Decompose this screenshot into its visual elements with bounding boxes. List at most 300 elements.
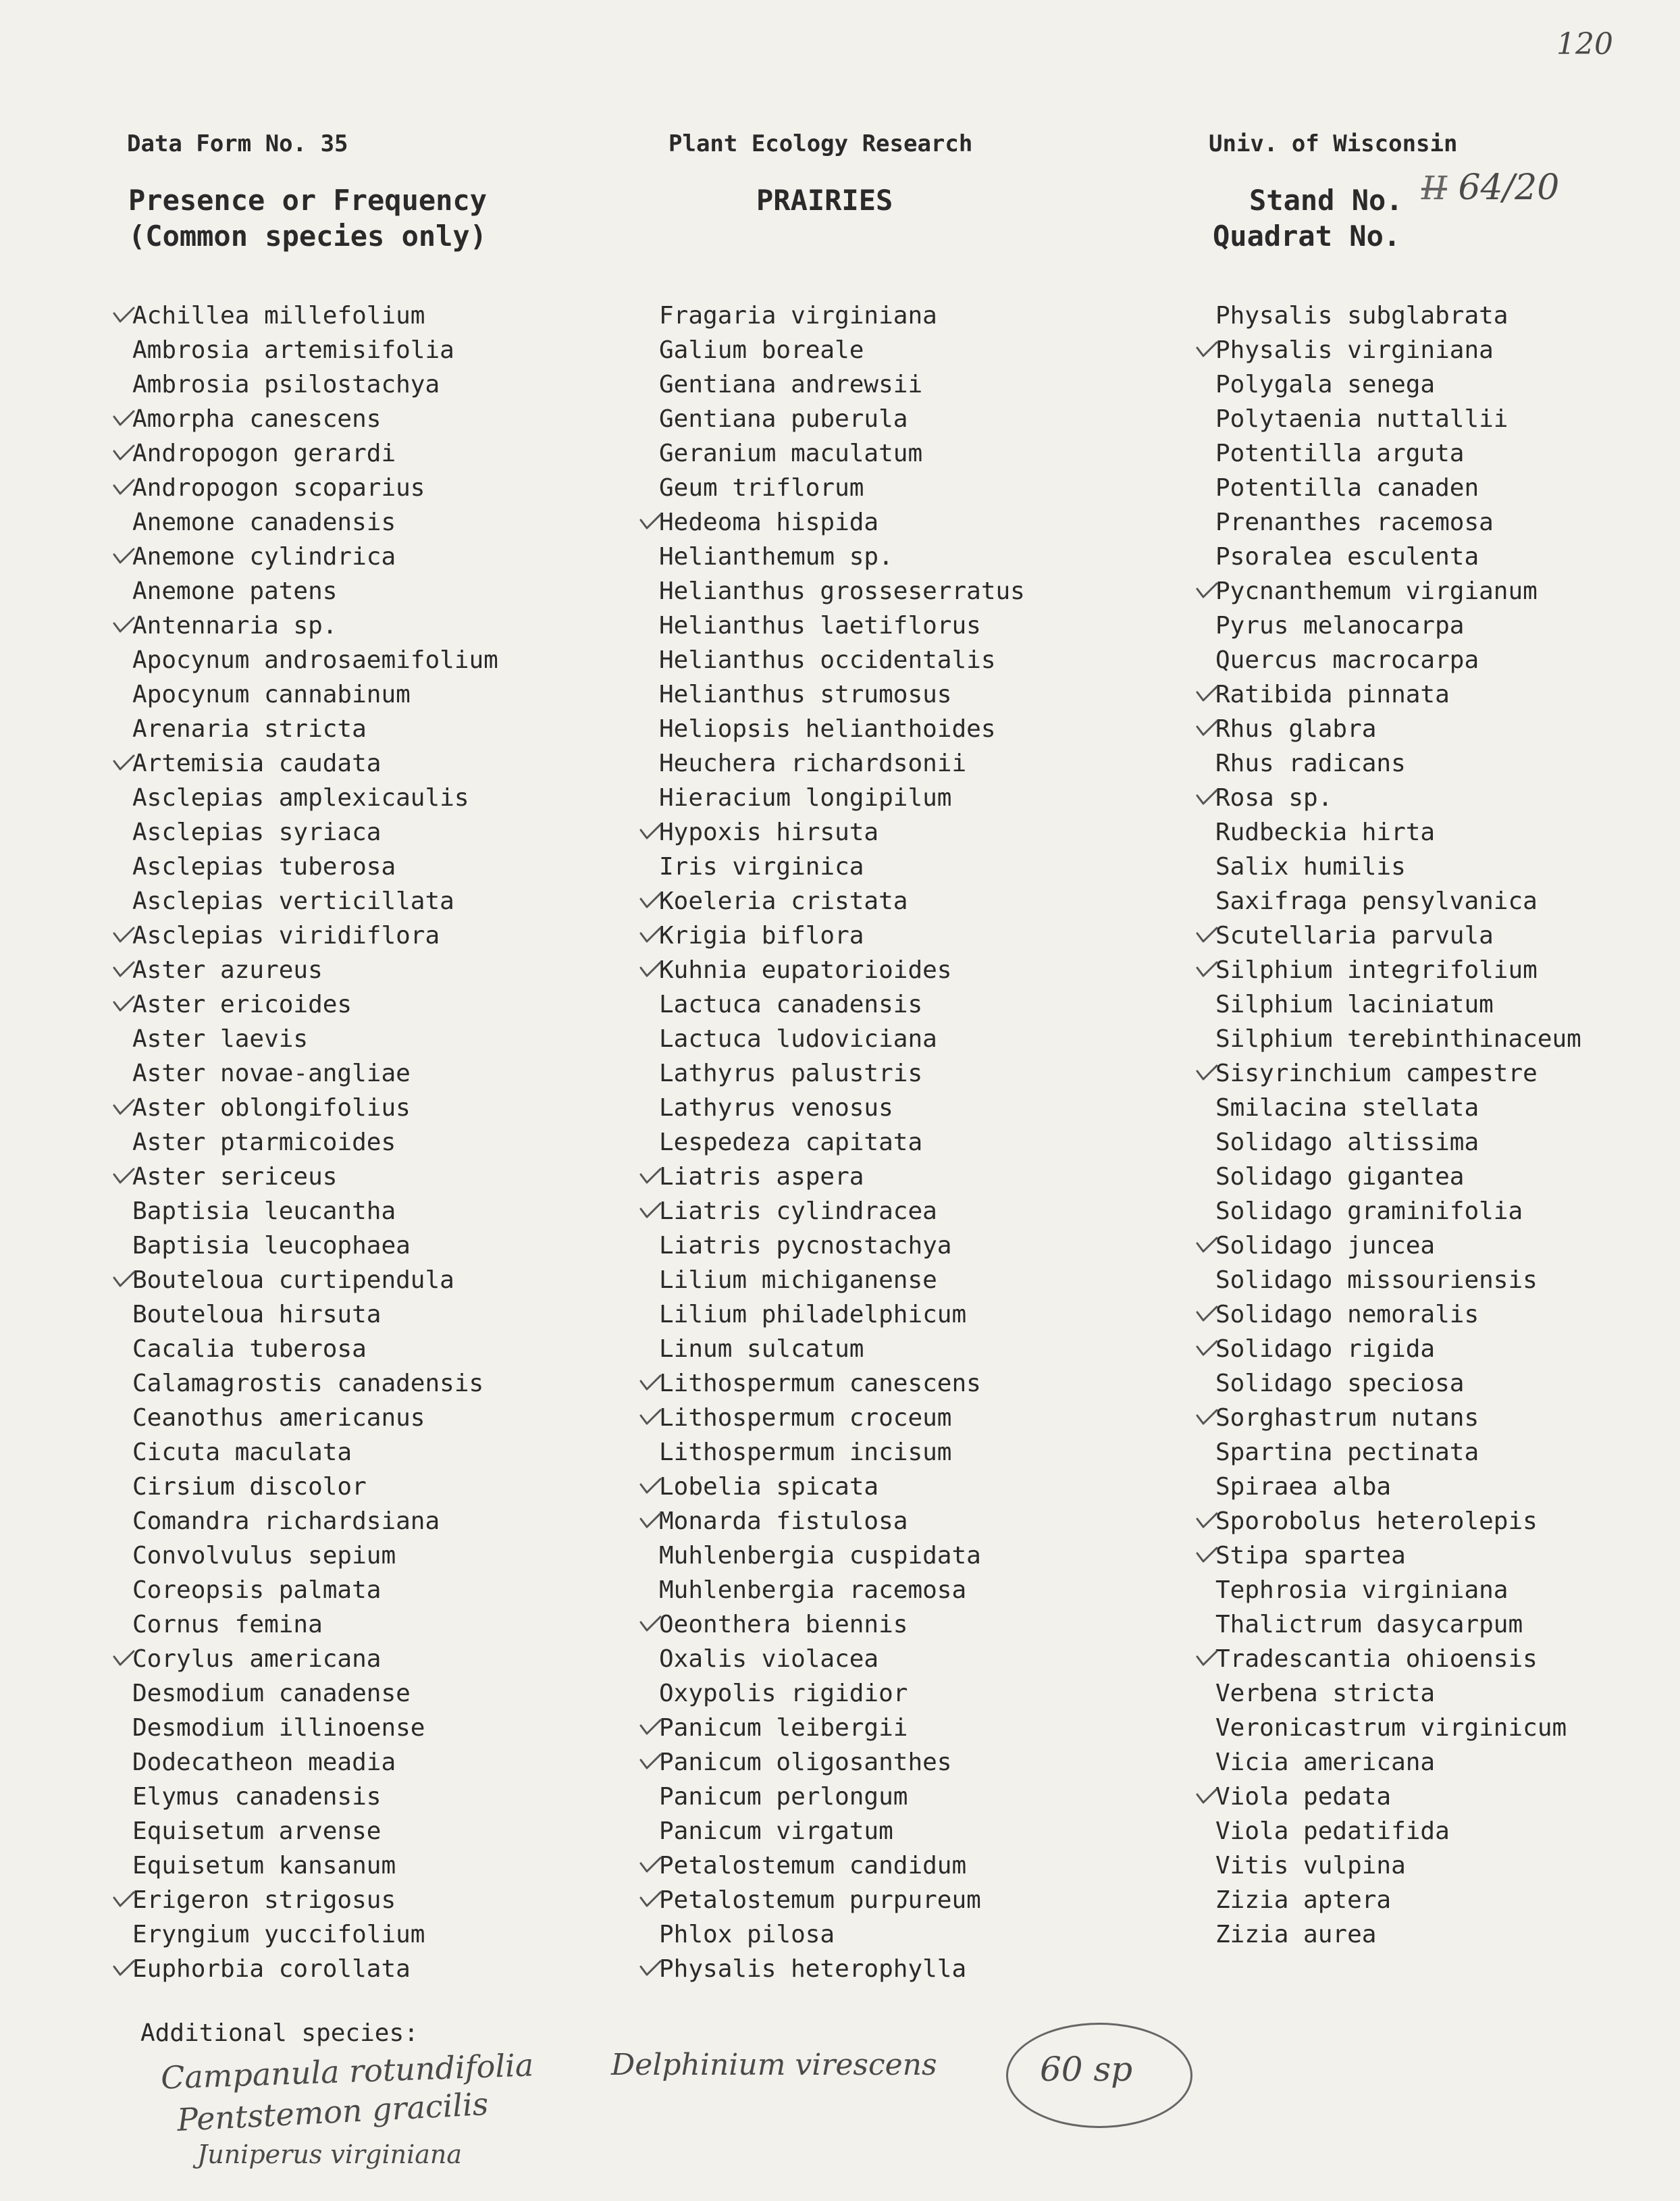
- species-name: Antennaria sp.: [132, 612, 338, 640]
- species-name: Dodecatheon meadia: [132, 1749, 396, 1776]
- species-name: Aster novae-angliae: [132, 1060, 411, 1087]
- species-name: Coreopsis palmata: [132, 1576, 382, 1604]
- species-row: [659, 815, 1025, 850]
- species-row: [132, 1228, 498, 1263]
- species-name: Rosa sp.: [1215, 784, 1333, 812]
- species-name: Tephrosia virginiana: [1215, 1576, 1508, 1604]
- checkmark-icon: [639, 505, 662, 540]
- species-row: [659, 1470, 1025, 1504]
- species-row: [1215, 712, 1581, 746]
- species-name: Sorghastrum nutans: [1215, 1404, 1479, 1432]
- species-name: Aster laevis: [132, 1025, 309, 1053]
- species-row: [132, 1435, 498, 1470]
- species-name: Asclepias amplexicaulis: [132, 784, 469, 812]
- species-row: [659, 574, 1025, 608]
- species-row: [659, 1263, 1025, 1297]
- species-row: [659, 712, 1025, 746]
- checkmark-icon: [1195, 1504, 1218, 1538]
- species-row: [1215, 1607, 1581, 1642]
- species-name: Veronicastrum virginicum: [1215, 1714, 1567, 1742]
- species-name: Solidago gigantea: [1215, 1163, 1465, 1191]
- species-name: Convolvulus sepium: [132, 1542, 396, 1570]
- species-name: Comandra richardsiana: [132, 1507, 440, 1535]
- species-name: Cornus femina: [132, 1611, 323, 1638]
- species-name: Helianthus strumosus: [659, 681, 952, 708]
- species-name: Heuchera richardsonii: [659, 750, 967, 777]
- species-row: [1215, 1470, 1581, 1504]
- species-name: Viola pedatifida: [1215, 1817, 1450, 1845]
- species-row: [132, 540, 498, 574]
- species-column-3: [1215, 299, 1581, 1952]
- species-name: Lilium philadelphicum: [659, 1301, 967, 1328]
- species-row: [659, 402, 1025, 436]
- species-row: [1215, 987, 1581, 1022]
- species-name: Arenaria stricta: [132, 715, 367, 743]
- species-row: [659, 953, 1025, 987]
- species-name: Vicia americana: [1215, 1749, 1436, 1776]
- species-name: Helianthus occidentalis: [659, 646, 996, 674]
- species-name: Lobelia spicata: [659, 1473, 879, 1501]
- species-row: [132, 1091, 498, 1125]
- species-name: Ceanothus americanus: [132, 1404, 425, 1432]
- species-row: [132, 1573, 498, 1607]
- species-row: [132, 367, 498, 402]
- checkmark-icon: [639, 1745, 662, 1780]
- species-name: Liatris pycnostachya: [659, 1232, 952, 1260]
- species-name: Corylus americana: [132, 1645, 382, 1673]
- species-row: [132, 299, 498, 333]
- checkmark-icon: [112, 436, 135, 471]
- species-row: [1215, 1228, 1581, 1263]
- species-name: Koeleria cristata: [659, 887, 908, 915]
- species-name: Geranium maculatum: [659, 440, 923, 467]
- species-row: [132, 1607, 498, 1642]
- species-name: Muhlenbergia cuspidata: [659, 1542, 981, 1570]
- species-name: Solidago rigida: [1215, 1335, 1436, 1363]
- checkmark-icon: [639, 1470, 662, 1504]
- species-column-1: [132, 299, 498, 1986]
- species-name: Stipa spartea: [1215, 1542, 1406, 1570]
- species-row: [1215, 1263, 1581, 1297]
- species-row: [1215, 1745, 1581, 1780]
- species-name: Oxalis violacea: [659, 1645, 879, 1673]
- species-row: [1215, 1125, 1581, 1160]
- species-name: Physalis virginiana: [1215, 336, 1494, 364]
- checkmark-icon: [112, 1091, 135, 1125]
- species-name: Spartina pectinata: [1215, 1439, 1479, 1466]
- checkmark-icon: [1195, 1332, 1218, 1366]
- species-row: [1215, 815, 1581, 850]
- species-name: Liatris cylindracea: [659, 1197, 937, 1225]
- species-row: [132, 781, 498, 815]
- species-name: Iris virginica: [659, 853, 864, 881]
- species-name: Asclepias viridiflora: [132, 922, 440, 950]
- species-name: Andropogon gerardi: [132, 440, 396, 467]
- handwritten-species-3: Juniperus virginiana: [197, 2140, 463, 2169]
- species-row: [659, 781, 1025, 815]
- checkmark-icon: [1195, 1538, 1218, 1573]
- species-row: [132, 1470, 498, 1504]
- species-name: Panicum virgatum: [659, 1817, 893, 1845]
- species-row: [659, 1504, 1025, 1538]
- checkmark-icon: [112, 540, 135, 574]
- species-row: [659, 1194, 1025, 1228]
- species-name: Asclepias syriaca: [132, 819, 382, 846]
- species-row: [132, 1538, 498, 1573]
- species-name: Muhlenbergia racemosa: [659, 1576, 967, 1604]
- checkmark-icon: [639, 1711, 662, 1745]
- species-row: [1215, 1504, 1581, 1538]
- species-row: [1215, 471, 1581, 505]
- species-name: Sporobolus heterolepis: [1215, 1507, 1538, 1535]
- species-row: [1215, 574, 1581, 608]
- species-name: Ambrosia artemisifolia: [132, 336, 454, 364]
- species-row: [659, 1228, 1025, 1263]
- species-name: Quercus macrocarpa: [1215, 646, 1479, 674]
- species-row: [132, 1263, 498, 1297]
- species-row: [1215, 608, 1581, 643]
- species-row: [132, 1676, 498, 1711]
- species-name: Gentiana puberula: [659, 405, 908, 433]
- species-row: [1215, 1538, 1581, 1573]
- species-name: Galium boreale: [659, 336, 864, 364]
- species-row: [132, 953, 498, 987]
- species-name: Salix humilis: [1215, 853, 1406, 881]
- checkmark-icon: [639, 1848, 662, 1883]
- species-name: Aster ptarmicoides: [132, 1129, 396, 1156]
- species-name: Oeonthera biennis: [659, 1611, 908, 1638]
- checkmark-icon: [1195, 333, 1218, 367]
- species-row: [1215, 1883, 1581, 1917]
- species-name: Solidago graminifolia: [1215, 1197, 1523, 1225]
- checkmark-icon: [112, 746, 135, 781]
- species-row: [1215, 1676, 1581, 1711]
- species-row: [132, 608, 498, 643]
- species-name: Gentiana andrewsii: [659, 371, 923, 398]
- species-name: Erigeron strigosus: [132, 1886, 396, 1914]
- species-row: [659, 1022, 1025, 1056]
- species-name: Asclepias verticillata: [132, 887, 454, 915]
- common-species-subtitle: (Common species only): [128, 219, 488, 253]
- species-row: [1215, 505, 1581, 540]
- species-row: [132, 850, 498, 884]
- handwritten-species-2: Pentstemon gracilis: [176, 2085, 490, 2139]
- species-row: [132, 1780, 498, 1814]
- species-name: Tradescantia ohioensis: [1215, 1645, 1538, 1673]
- species-name: Helianthus laetiflorus: [659, 612, 981, 640]
- checkmark-icon: [1195, 918, 1218, 953]
- species-name: Achillea millefolium: [132, 302, 425, 330]
- species-name: Polytaenia nuttallii: [1215, 405, 1508, 433]
- checkmark-icon: [1195, 781, 1218, 815]
- species-name: Thalictrum dasycarpum: [1215, 1611, 1523, 1638]
- species-row: [132, 1125, 498, 1160]
- checkmark-icon: [1195, 677, 1218, 712]
- species-row: [132, 1883, 498, 1917]
- species-name: Anemone canadensis: [132, 509, 396, 536]
- species-row: [1215, 1332, 1581, 1366]
- species-row: [659, 367, 1025, 402]
- species-row: [1215, 1366, 1581, 1401]
- species-row: [659, 677, 1025, 712]
- form-number: Data Form No. 35: [127, 130, 348, 157]
- species-row: [132, 712, 498, 746]
- species-row: [659, 1297, 1025, 1332]
- species-name: Lactuca canadensis: [659, 991, 923, 1018]
- species-row: [132, 1194, 498, 1228]
- species-name: Potentilla arguta: [1215, 440, 1465, 467]
- species-row: [659, 1091, 1025, 1125]
- checkmark-icon: [112, 608, 135, 643]
- species-name: Panicum perlongum: [659, 1783, 908, 1811]
- species-name: Zizia aurea: [1215, 1921, 1377, 1948]
- species-name: Pycnanthemum virgianum: [1215, 577, 1538, 605]
- species-row: [659, 436, 1025, 471]
- checkmark-icon: [639, 1194, 662, 1228]
- species-row: [132, 1952, 498, 1986]
- species-row: [659, 1435, 1025, 1470]
- checkmark-icon: [639, 918, 662, 953]
- checkmark-icon: [1195, 1642, 1218, 1676]
- checkmark-icon: [1195, 574, 1218, 608]
- species-name: Baptisia leucophaea: [132, 1232, 411, 1260]
- species-row: [132, 1745, 498, 1780]
- checkmark-icon: [112, 987, 135, 1022]
- checkmark-icon: [639, 1160, 662, 1194]
- species-name: Oxypolis rigidior: [659, 1680, 908, 1707]
- species-row: [1215, 402, 1581, 436]
- species-row: [1215, 1194, 1581, 1228]
- species-name: Baptisia leucantha: [132, 1197, 396, 1225]
- species-name: Petalostemum candidum: [659, 1852, 967, 1880]
- species-row: [132, 333, 498, 367]
- checkmark-icon: [112, 953, 135, 987]
- species-row: [659, 1814, 1025, 1848]
- checkmark-icon: [639, 953, 662, 987]
- species-row: [659, 918, 1025, 953]
- species-name: Bouteloua curtipendula: [132, 1266, 454, 1294]
- species-row: [132, 677, 498, 712]
- species-name: Cirsium discolor: [132, 1473, 367, 1501]
- species-name: Hypoxis hirsuta: [659, 819, 879, 846]
- species-name: Lactuca ludoviciana: [659, 1025, 937, 1053]
- checkmark-icon: [639, 815, 662, 850]
- species-row: [659, 1125, 1025, 1160]
- species-row: [132, 1917, 498, 1952]
- presence-frequency-title: Presence or Frequency: [128, 184, 488, 217]
- quadrat-number-label: Quadrat No.: [1213, 219, 1401, 253]
- species-row: [1215, 1573, 1581, 1607]
- stand-number-value: II 64/20: [1421, 167, 1560, 208]
- species-row: [659, 746, 1025, 781]
- checkmark-icon: [639, 1952, 662, 1986]
- species-row: [132, 1848, 498, 1883]
- species-column-2: [659, 299, 1025, 1986]
- university: Univ. of Wisconsin: [1209, 130, 1458, 157]
- species-name: Desmodium illinoense: [132, 1714, 425, 1742]
- species-row: [659, 333, 1025, 367]
- species-name: Lathyrus venosus: [659, 1094, 893, 1122]
- species-name: Viola pedata: [1215, 1783, 1392, 1811]
- species-name: Andropogon scoparius: [132, 474, 425, 502]
- species-row: [1215, 540, 1581, 574]
- species-row: [132, 1297, 498, 1332]
- checkmark-icon: [1195, 1228, 1218, 1263]
- species-row: [1215, 918, 1581, 953]
- species-name: Cicuta maculata: [132, 1439, 352, 1466]
- species-row: [1215, 1435, 1581, 1470]
- species-name: Physalis subglabrata: [1215, 302, 1508, 330]
- species-row: [659, 505, 1025, 540]
- species-row: [132, 918, 498, 953]
- species-row: [1215, 643, 1581, 677]
- species-row: [132, 402, 498, 436]
- species-name: Ratibida pinnata: [1215, 681, 1450, 708]
- checkmark-icon: [112, 299, 135, 333]
- species-name: Solidago altissima: [1215, 1129, 1479, 1156]
- species-row: [1215, 677, 1581, 712]
- checkmark-icon: [639, 884, 662, 918]
- species-row: [132, 436, 498, 471]
- species-row: [1215, 953, 1581, 987]
- species-name: Aster oblongifolius: [132, 1094, 411, 1122]
- species-row: [659, 1883, 1025, 1917]
- checkmark-icon: [112, 1952, 135, 1986]
- species-row: [132, 1160, 498, 1194]
- checkmark-icon: [112, 402, 135, 436]
- species-row: [1215, 299, 1581, 333]
- species-name: Spiraea alba: [1215, 1473, 1392, 1501]
- stand-number-label: Stand No.: [1249, 184, 1403, 217]
- checkmark-icon: [112, 471, 135, 505]
- species-name: Lilium michiganense: [659, 1266, 937, 1294]
- species-name: Bouteloua hirsuta: [132, 1301, 382, 1328]
- species-name: Linum sulcatum: [659, 1335, 864, 1363]
- species-row: [132, 1401, 498, 1435]
- species-name: Aster ericoides: [132, 991, 352, 1018]
- species-name: Artemisia caudata: [132, 750, 382, 777]
- species-row: [659, 1848, 1025, 1883]
- species-name: Amorpha canescens: [132, 405, 382, 433]
- species-row: [132, 987, 498, 1022]
- species-row: [1215, 436, 1581, 471]
- species-name: Anemone cylindrica: [132, 543, 396, 571]
- species-row: [1215, 1091, 1581, 1125]
- species-row: [1215, 1056, 1581, 1091]
- species-row: [659, 1642, 1025, 1676]
- species-row: [132, 505, 498, 540]
- species-row: [1215, 1848, 1581, 1883]
- species-row: [659, 987, 1025, 1022]
- species-name: Polygala senega: [1215, 371, 1436, 398]
- organization: Plant Ecology Research: [668, 130, 973, 157]
- species-name: Aster azureus: [132, 956, 323, 984]
- species-name: Calamagrostis canadensis: [132, 1370, 484, 1397]
- species-row: [659, 1056, 1025, 1091]
- species-name: Krigia biflora: [659, 922, 864, 950]
- species-row: [1215, 850, 1581, 884]
- species-name: Equisetum kansanum: [132, 1852, 396, 1880]
- species-name: Potentilla canaden: [1215, 474, 1479, 502]
- species-row: [659, 1607, 1025, 1642]
- species-name: Psoralea esculenta: [1215, 543, 1479, 571]
- species-name: Pyrus melanocarpa: [1215, 612, 1465, 640]
- species-name: Asclepias tuberosa: [132, 853, 396, 881]
- species-name: Smilacina stellata: [1215, 1094, 1479, 1122]
- species-row: [659, 1917, 1025, 1952]
- species-name: Lithospermum croceum: [659, 1404, 952, 1432]
- checkmark-icon: [1195, 712, 1218, 746]
- species-count: 60 sp: [1040, 2050, 1133, 2089]
- checkmark-icon: [1195, 1780, 1218, 1814]
- species-row: [132, 574, 498, 608]
- checkmark-icon: [639, 1366, 662, 1401]
- species-name: Geum triflorum: [659, 474, 864, 502]
- species-row: [659, 608, 1025, 643]
- species-row: [1215, 781, 1581, 815]
- species-row: [1215, 1711, 1581, 1745]
- species-name: Lithospermum incisum: [659, 1439, 952, 1466]
- species-row: [132, 815, 498, 850]
- species-row: [132, 1022, 498, 1056]
- species-row: [659, 1745, 1025, 1780]
- species-name: Rhus glabra: [1215, 715, 1377, 743]
- species-name: Panicum leibergii: [659, 1714, 908, 1742]
- species-row: [132, 1056, 498, 1091]
- species-row: [132, 471, 498, 505]
- species-row: [659, 850, 1025, 884]
- checkmark-icon: [1195, 1297, 1218, 1332]
- checkmark-icon: [112, 1883, 135, 1917]
- species-row: [659, 1538, 1025, 1573]
- checkmark-icon: [112, 1642, 135, 1676]
- species-name: Liatris aspera: [659, 1163, 864, 1191]
- species-name: Desmodium canadense: [132, 1680, 411, 1707]
- species-name: Equisetum arvense: [132, 1817, 382, 1845]
- species-name: Silphium laciniatum: [1215, 991, 1494, 1018]
- species-row: [659, 471, 1025, 505]
- species-row: [1215, 1780, 1581, 1814]
- species-name: Rhus radicans: [1215, 750, 1406, 777]
- species-row: [659, 1780, 1025, 1814]
- species-name: Euphorbia corollata: [132, 1955, 411, 1983]
- species-name: Silphium integrifolium: [1215, 956, 1538, 984]
- species-name: Panicum oligosanthes: [659, 1749, 952, 1776]
- checkmark-icon: [639, 1883, 662, 1917]
- species-row: [132, 1366, 498, 1401]
- species-row: [659, 1332, 1025, 1366]
- species-row: [132, 1504, 498, 1538]
- species-name: Solidago missouriensis: [1215, 1266, 1538, 1294]
- checkmark-icon: [639, 1504, 662, 1538]
- species-row: [1215, 1401, 1581, 1435]
- checkmark-icon: [112, 1263, 135, 1297]
- species-row: [659, 643, 1025, 677]
- species-row: [659, 1401, 1025, 1435]
- species-row: [1215, 367, 1581, 402]
- species-name: Aster sericeus: [132, 1163, 338, 1191]
- species-name: Sisyrinchium campestre: [1215, 1060, 1538, 1087]
- species-row: [132, 746, 498, 781]
- species-name: Heliopsis helianthoides: [659, 715, 996, 743]
- checkmark-icon: [639, 1401, 662, 1435]
- checkmark-icon: [1195, 1401, 1218, 1435]
- species-name: Helianthus grosseserratus: [659, 577, 1025, 605]
- species-name: Cacalia tuberosa: [132, 1335, 367, 1363]
- species-name: Verbena stricta: [1215, 1680, 1436, 1707]
- species-row: [1215, 1814, 1581, 1848]
- species-name: Solidago juncea: [1215, 1232, 1436, 1260]
